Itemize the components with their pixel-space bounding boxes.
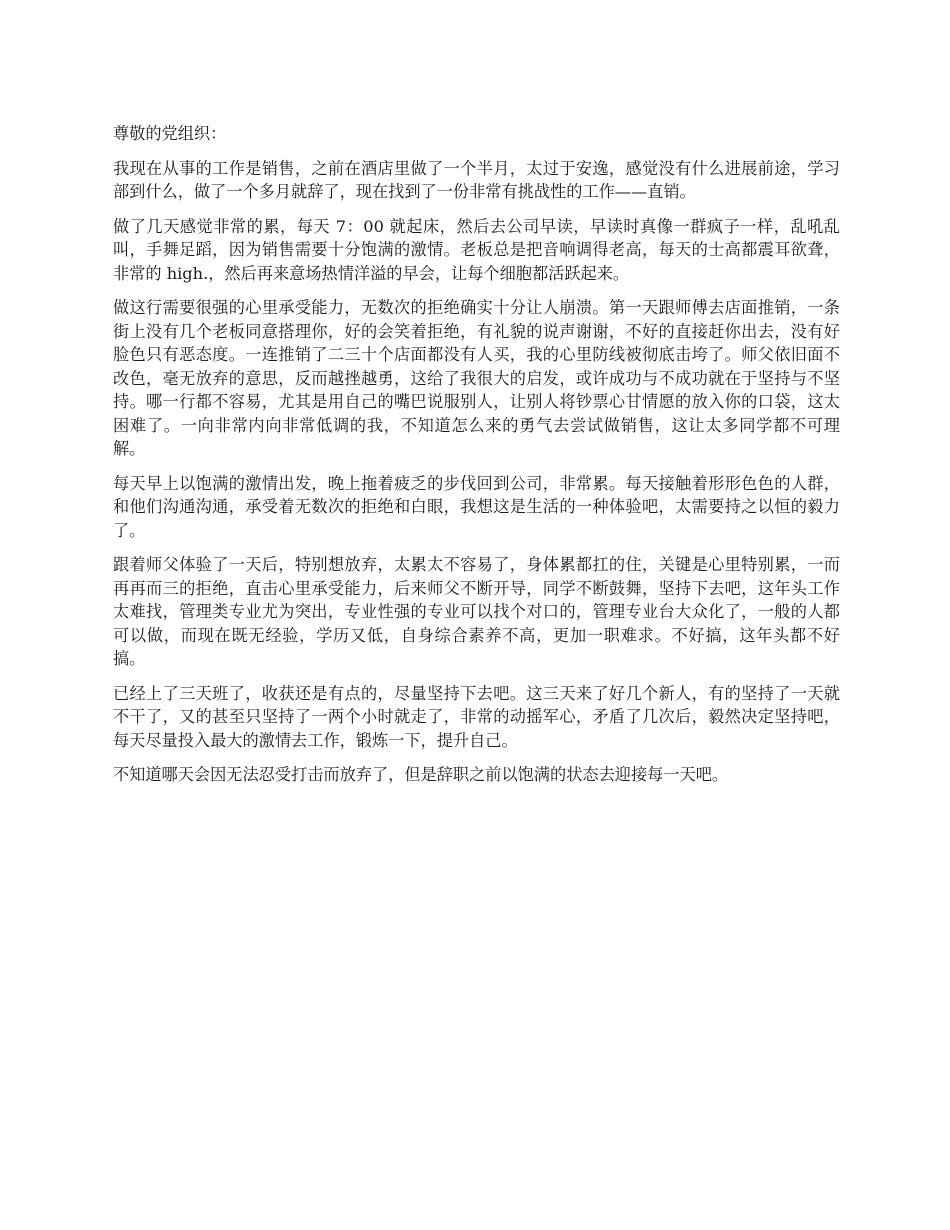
greeting-line: 尊敬的党组织： [113, 124, 227, 143]
paragraph: 不知道哪天会因无法忍受打击而放弃了，但是辞职之前以饱满的状态去迎接每一天吧。 [113, 765, 729, 784]
paragraph: 跟着师父体验了一天后，特别想放弃，太累太不容易了，身体累都扛的住，关键是心里特别累，一而再再而三的拒绝，直击心里承受能力，后来师父不断开导，同学不断鼓舞，坚持下去吧，这年头工作太难找，管理类专业尤为突出，专业性强的专业可以找个对口的，管理专业台大众化了，一般的人都可以做，而现在既无经验，学历又低，自身综合素养不高，更加一职难求。不好搞，这年头都不好搞。 [113, 555, 840, 668]
paragraph: 我现在从事的工作是销售，之前在酒店里做了一个半月，太过于安逸，感觉没有什么进展前途，学习部到什么，做了一个多月就辞了，现在找到了一份非常有挑战性的工作——直销。 [113, 158, 840, 201]
paragraph: 做了几天感觉非常的累，每天 7：00 就起床，然后去公司早读，早读时真像一群疯子一样，乱吼乱叫，手舞足蹈，因为销售需要十分饱满的激情。老板总是把音响调得老高，每天的士高都震耳欲聋，非常的 high.，然后再来意场热情洋溢的早会，让每个细胞都活跃起来。 [113, 216, 840, 283]
paragraph: 做这行需要很强的心里承受能力，无数次的拒绝确实十分让人崩溃。第一天跟师傅去店面推销，一条街上没有几个老板同意搭理你，好的会笑着拒绝，有礼貌的说声谢谢，不好的直接赶你出去，没有好脸色只有恶态度。一连推销了二三十个店面都没有人买，我的心里防线被彻底击垮了。师父依旧面不改色，毫无放弃的意思，反而越挫越勇，这给了我很大的启发，或许成功与不成功就在于坚持与不坚持。哪一行都不容易，尤其是用自己的嘴巴说服别人，让别人将钞票心甘情愿的放入你的口袋，这太困难了。一向非常内向非常低调的我，不知道怎么来的勇气去尝试做销售，这让太多同学都不可理解。 [113, 298, 840, 458]
paragraph: 每天早上以饱满的激情出发，晚上拖着疲乏的步伐回到公司，非常累。每天接触着形形色色的人群，和他们沟通沟通，承受着无数次的拒绝和白眼，我想这是生活的一种体验吧，太需要持之以恒的毅力了。 [113, 473, 840, 540]
document-body [113, 122, 840, 798]
paragraph: 已经上了三天班了，收获还是有点的，尽量坚持下去吧。这三天来了好几个新人，有的坚持了一天就不干了，又的甚至只坚持了一两个小时就走了，非常的动摇军心，矛盾了几次后，毅然决定坚持吧，每天尽量投入最大的激情去工作，锻炼一下，提升自己。 [113, 683, 840, 750]
